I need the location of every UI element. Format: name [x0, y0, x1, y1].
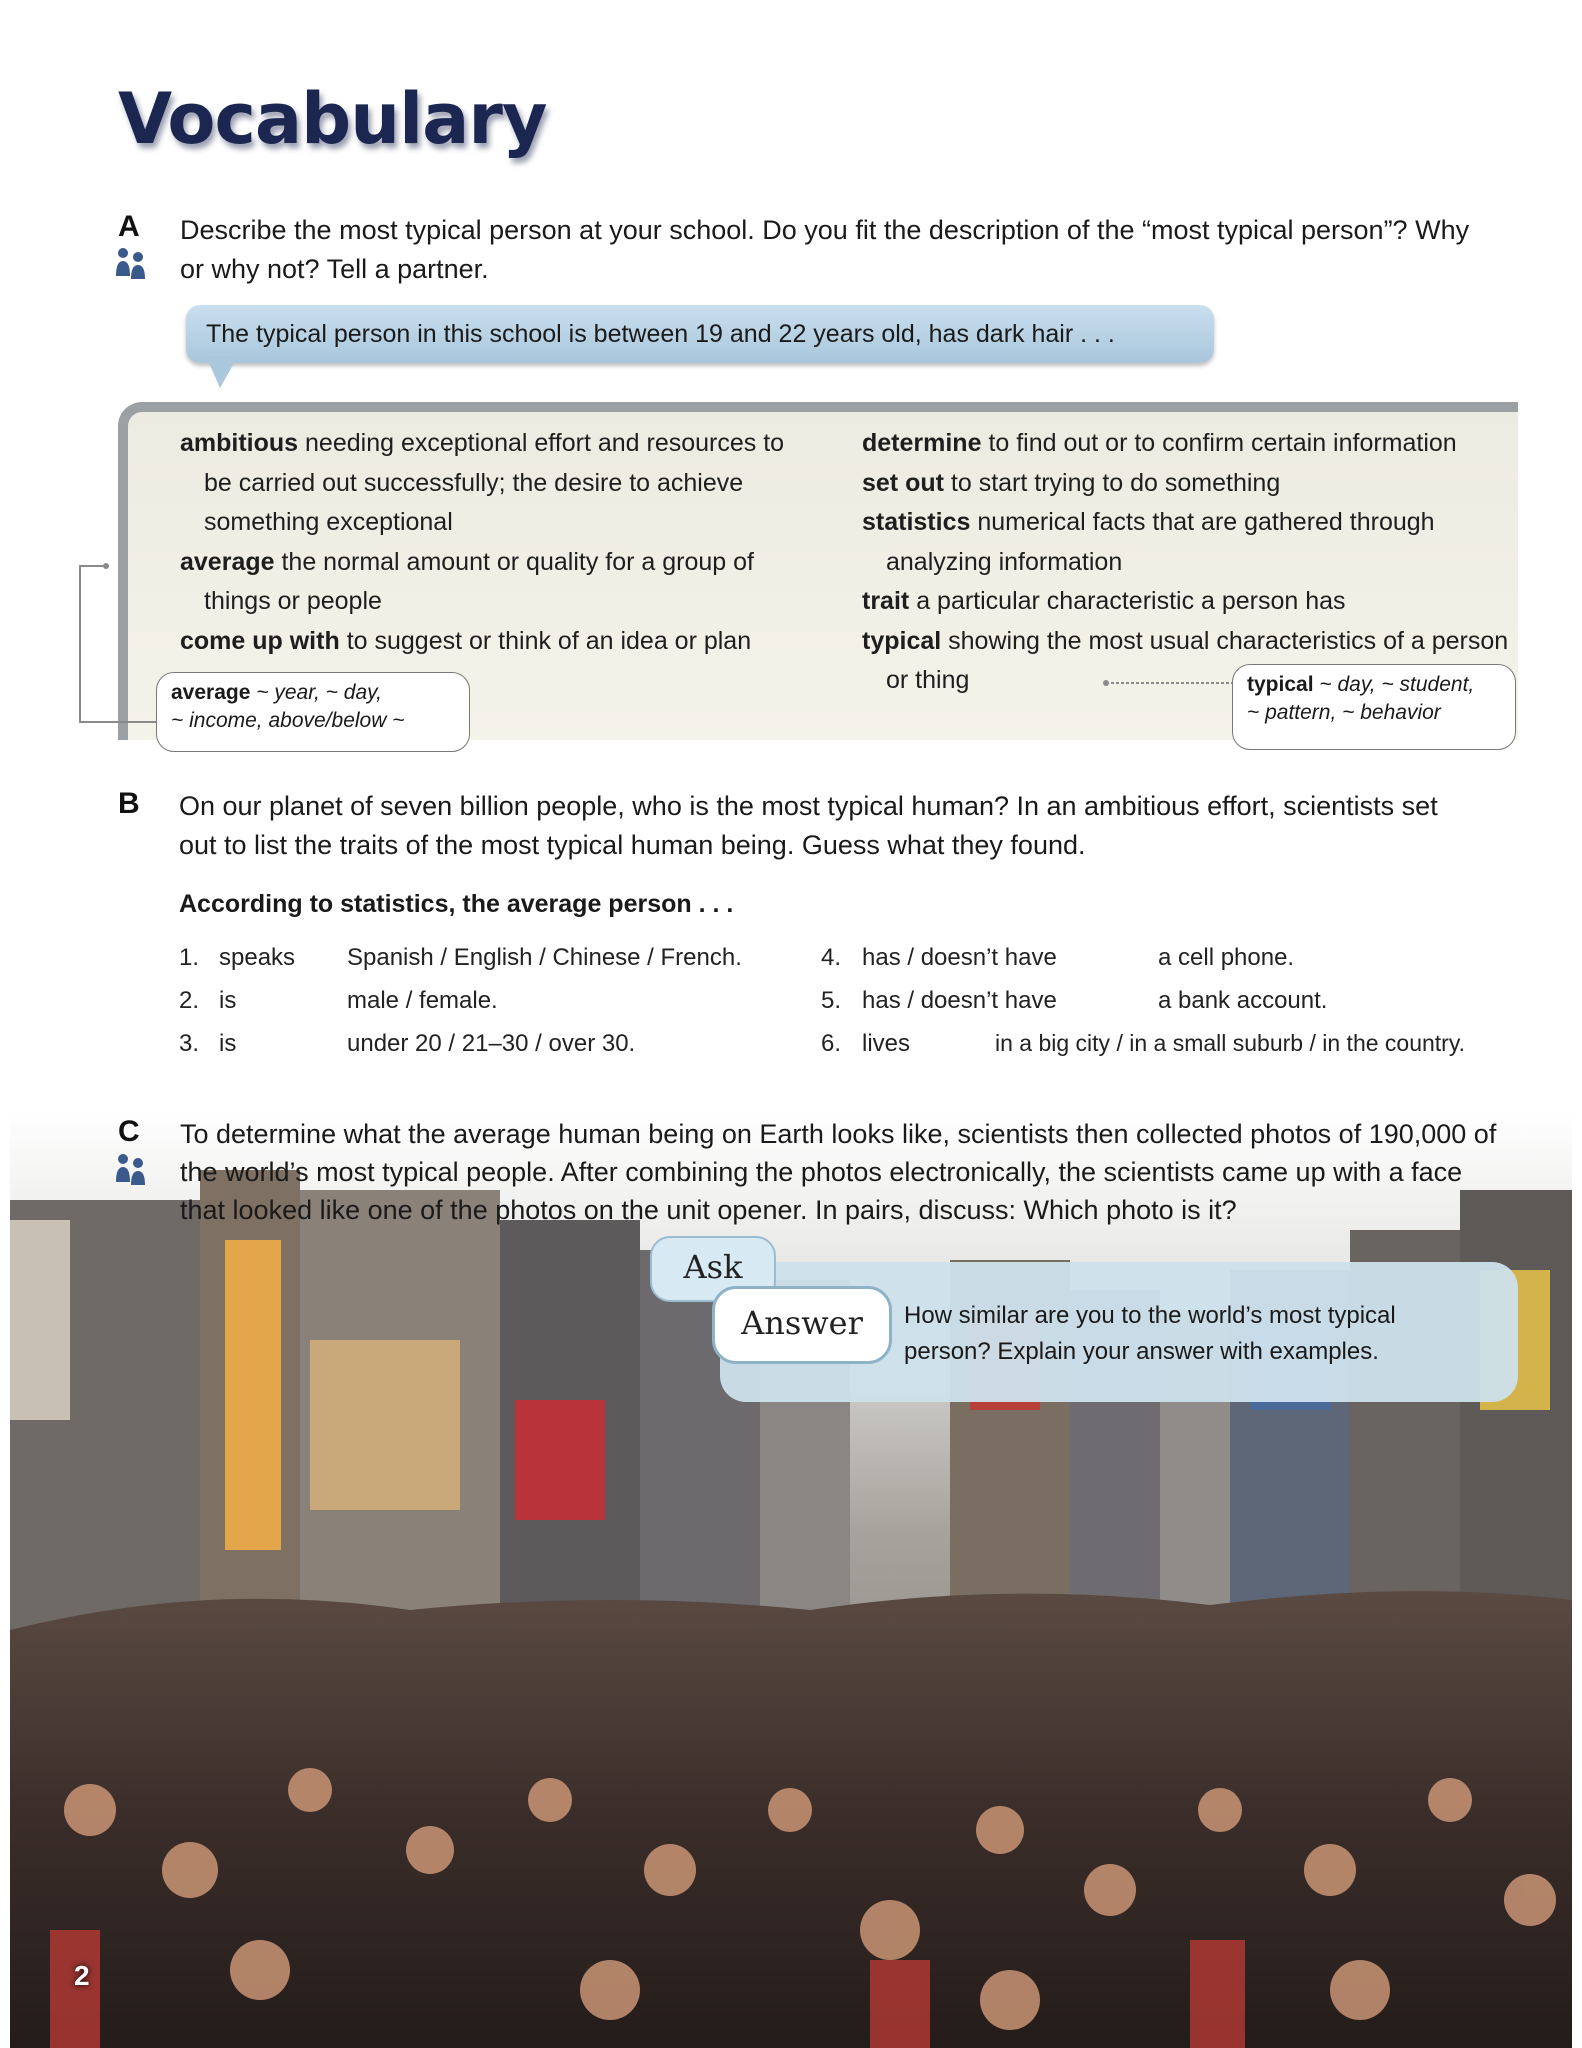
vocab-definition: to find out or to confirm certain information — [988, 429, 1457, 457]
vocab-entry-come-up-with — [180, 622, 800, 662]
section-a-letter: A — [118, 210, 140, 243]
item-number: 2. — [179, 987, 200, 1014]
vocab-entry-ambitious — [180, 424, 800, 543]
vocab-column-right — [862, 424, 1512, 701]
item-verb: lives — [862, 1030, 911, 1057]
vocab-definition: numerical facts that are gathered through analyzing information — [886, 508, 1435, 576]
vocab-term: set out — [862, 468, 944, 497]
item-verb: is — [219, 1030, 237, 1057]
question-item — [821, 1030, 1521, 1060]
example-speech-bubble: The typical person in this school is between 19 and 22 years old, has dark hair . . . — [186, 305, 1214, 363]
pair-work-icon — [114, 1152, 148, 1186]
section-c-letter: C — [118, 1115, 140, 1148]
item-options: Spanish / English / Chinese / French. — [347, 944, 742, 971]
collocation-head: average — [171, 681, 251, 704]
item-verb: is — [219, 987, 237, 1014]
collocation-box-average — [156, 672, 470, 752]
vocab-term: ambitious — [180, 429, 299, 457]
item-number: 4. — [821, 944, 842, 971]
vocab-term: average — [180, 547, 275, 576]
vocab-term: typical — [862, 626, 942, 655]
section-a-instruction: Describe the most typical person at your school. Do you fit the description of the “most typical person”? Why or why not? Tell a partner. — [180, 215, 1470, 284]
ask-badge: Ask — [650, 1236, 776, 1302]
speech-bubble-tail — [206, 356, 238, 388]
question-item — [179, 987, 779, 1017]
vocab-definition: to start trying to do something — [950, 468, 1281, 497]
item-options: under 20 / 21–30 / over 30. — [347, 1030, 636, 1057]
vocab-entry-trait — [862, 582, 1512, 622]
collocation-line: ~ day, ~ student, — [1319, 673, 1475, 696]
vocab-definition: needing exceptional effort and resources to be carried out successfully; the desire to achieve something exceptional — [204, 429, 785, 536]
vocab-term: come up with — [180, 626, 340, 655]
vocab-entry-statistics — [862, 503, 1512, 582]
vocab-entry-set-out — [862, 464, 1512, 504]
item-verb: has / doesn’t have — [862, 987, 1057, 1014]
collocation-connector-left — [70, 560, 170, 730]
question-item — [821, 987, 1521, 1017]
statistics-heading: According to statistics, the average person . . . — [179, 890, 734, 918]
item-options: in a big city / in a small suburb / in the country. — [995, 1030, 1466, 1056]
item-options: male / female. — [347, 987, 498, 1014]
vocab-definition: showing the most usual characteristics of a person or thing — [886, 626, 1509, 694]
question-item — [821, 944, 1521, 974]
item-options: a cell phone. — [1158, 944, 1295, 971]
collocation-box-typical — [1232, 664, 1516, 750]
crowd-photo — [10, 1110, 1572, 2048]
item-number: 5. — [821, 987, 842, 1014]
section-c-instruction: To determine what the average human being on Earth looks like, scientists then collected photos of 190,000 of the world’s most typical people. After combining the photos electronically, the scientists came up with a face that looked like one of the photos on the unit opener. In pairs, discuss: Which photo is it? — [180, 1119, 1497, 1225]
vocab-entry-average — [180, 543, 800, 622]
question-item — [179, 944, 779, 974]
item-options: a bank account. — [1158, 987, 1328, 1014]
item-verb: speaks — [219, 944, 296, 971]
ask-answer-question: How similar are you to the world’s most typical person? Explain your answer with examples. — [904, 1302, 1396, 1365]
vocab-entry-determine — [862, 424, 1512, 464]
question-item — [179, 1030, 779, 1060]
vocab-term: determine — [862, 429, 982, 457]
vocab-term: statistics — [862, 508, 971, 536]
vocab-definition: the normal amount or quality for a group of things or people — [204, 547, 754, 615]
vocab-term: trait — [862, 587, 910, 615]
item-number: 3. — [179, 1030, 200, 1057]
page-number: 2 — [74, 1960, 90, 1991]
vocab-definition: to suggest or think of an idea or plan — [346, 626, 752, 655]
section-b-letter: B — [118, 787, 140, 820]
vocab-definition: a particular characteristic a person has — [916, 587, 1346, 615]
page-title: Vocabulary — [118, 78, 547, 160]
collocation-line: ~ pattern, ~ behavior — [1247, 701, 1441, 724]
collocation-line: ~ income, above/below ~ — [171, 709, 405, 732]
collocation-head: typical — [1247, 673, 1314, 696]
item-number: 1. — [179, 944, 200, 971]
item-verb: has / doesn’t have — [862, 944, 1057, 971]
collocation-line: ~ year, ~ day, — [256, 681, 382, 704]
section-b-instruction: On our planet of seven billion people, who is the most typical human? In an ambitious effort, scientists set out to list the traits of the most typical human being. Guess what they found. — [179, 791, 1438, 860]
answer-badge: Answer — [712, 1286, 892, 1364]
collocation-connector-right — [1100, 676, 1240, 690]
vocab-column-left — [180, 424, 800, 661]
item-number: 6. — [821, 1030, 842, 1057]
pair-work-icon — [114, 246, 148, 280]
